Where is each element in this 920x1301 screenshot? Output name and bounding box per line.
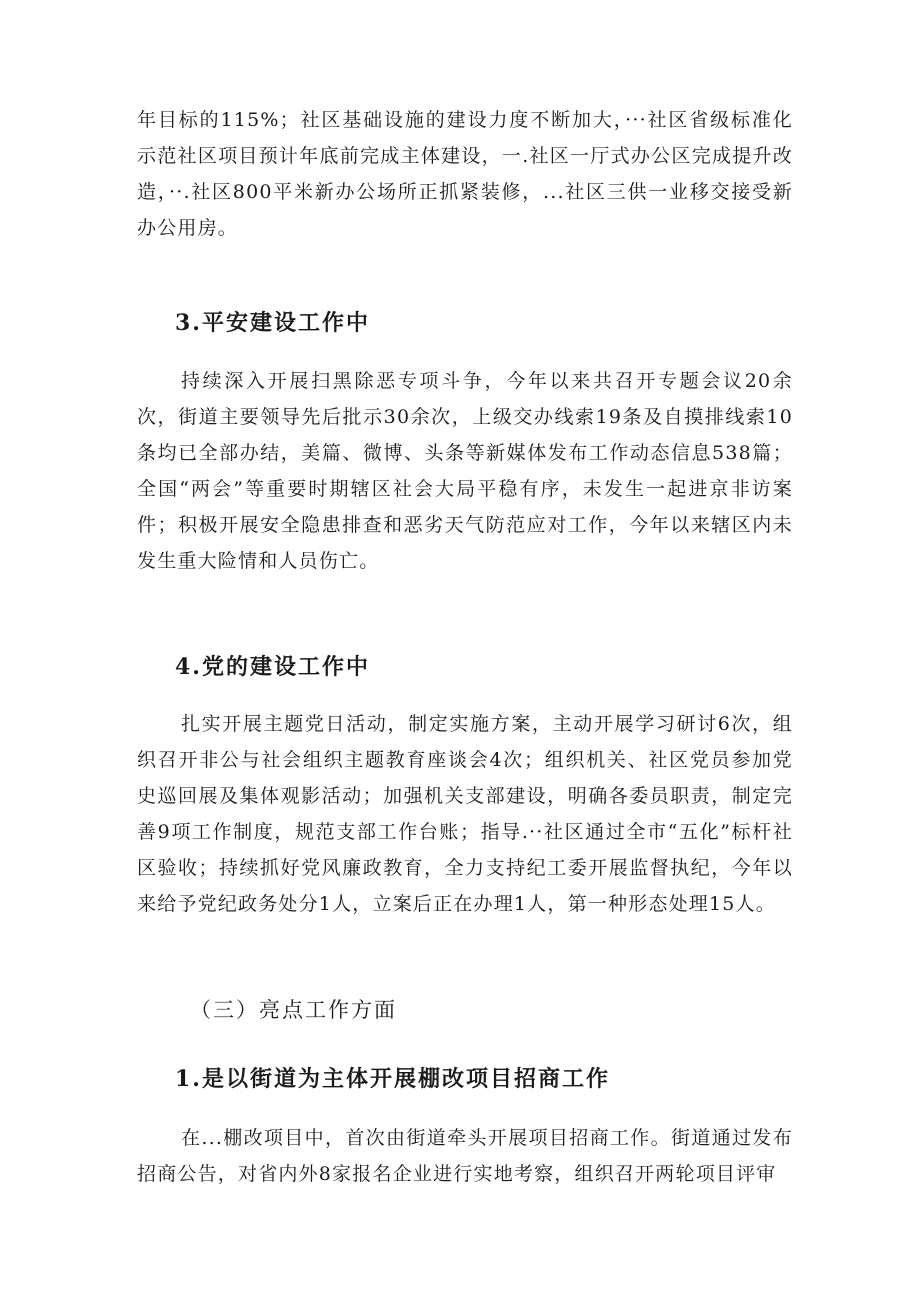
paragraph-party: 扎实开展主题党日活动，制定实施方案，主动开展学习研讨6次，组织召开非公与社会组织主题教育座谈会4次；组织机关、社区党员参加党史巡回展及集体观影活动；加强机关支部建设，明确各委员职责，制定完善9项工作制度，规范支部工作台账；指导.··社区通过全市“五化”标杆社区验收；持续抓好党风廉政教育，全力支持纪工委开展监督执纪，今年以来给予党纪政务处分1人，立案后正在办理1人，第一种形态处理15人。 xyxy=(137,713,793,915)
paragraph-infrastructure: 年目标的115%；社区基础设施的建设力度不断加大，···社区省级标准化示范社区项目预计年底前完成主体建设，一.社区一厅式办公区完成提升改造，··.社区800平米新办公场所正抓紧装修，...社区三供一业移交接受新办公用房。 xyxy=(137,109,793,239)
paragraph-safety: 持续深入开展扫黑除恶专项斗争，今年以来共召开专题会议20余次，街道主要领导先后批示30余次，上级交办线索19条及自摸排线索10条均已全部办结，美篇、微博、头条等新媒体发布工作动态信息538篇；全国“两会”等重要时期辖区社会大局平稳有序，未发生一起进京非访案件；积极开展安全隐患排查和恶劣天气防范应对工作，今年以来辖区内未发生重大险情和人员伤亡。 xyxy=(137,370,793,572)
heading-safety-construction: 3.平安建设工作中 xyxy=(175,310,370,336)
heading-party-building: 4.党的建设工作中 xyxy=(175,654,370,680)
heading-highlights-section: （三）亮点工作方面 xyxy=(190,998,397,1022)
heading-shantytown-investment: 1.是以街道为主体开展棚改项目招商工作 xyxy=(175,1066,610,1092)
paragraph-shantytown: 在...棚改项目中，首次由街道牵头开展项目招商工作。街道通过发布招商公告，对省内外8家报名企业进行实地考察，组织召开两轮项目评审 xyxy=(137,1127,793,1185)
